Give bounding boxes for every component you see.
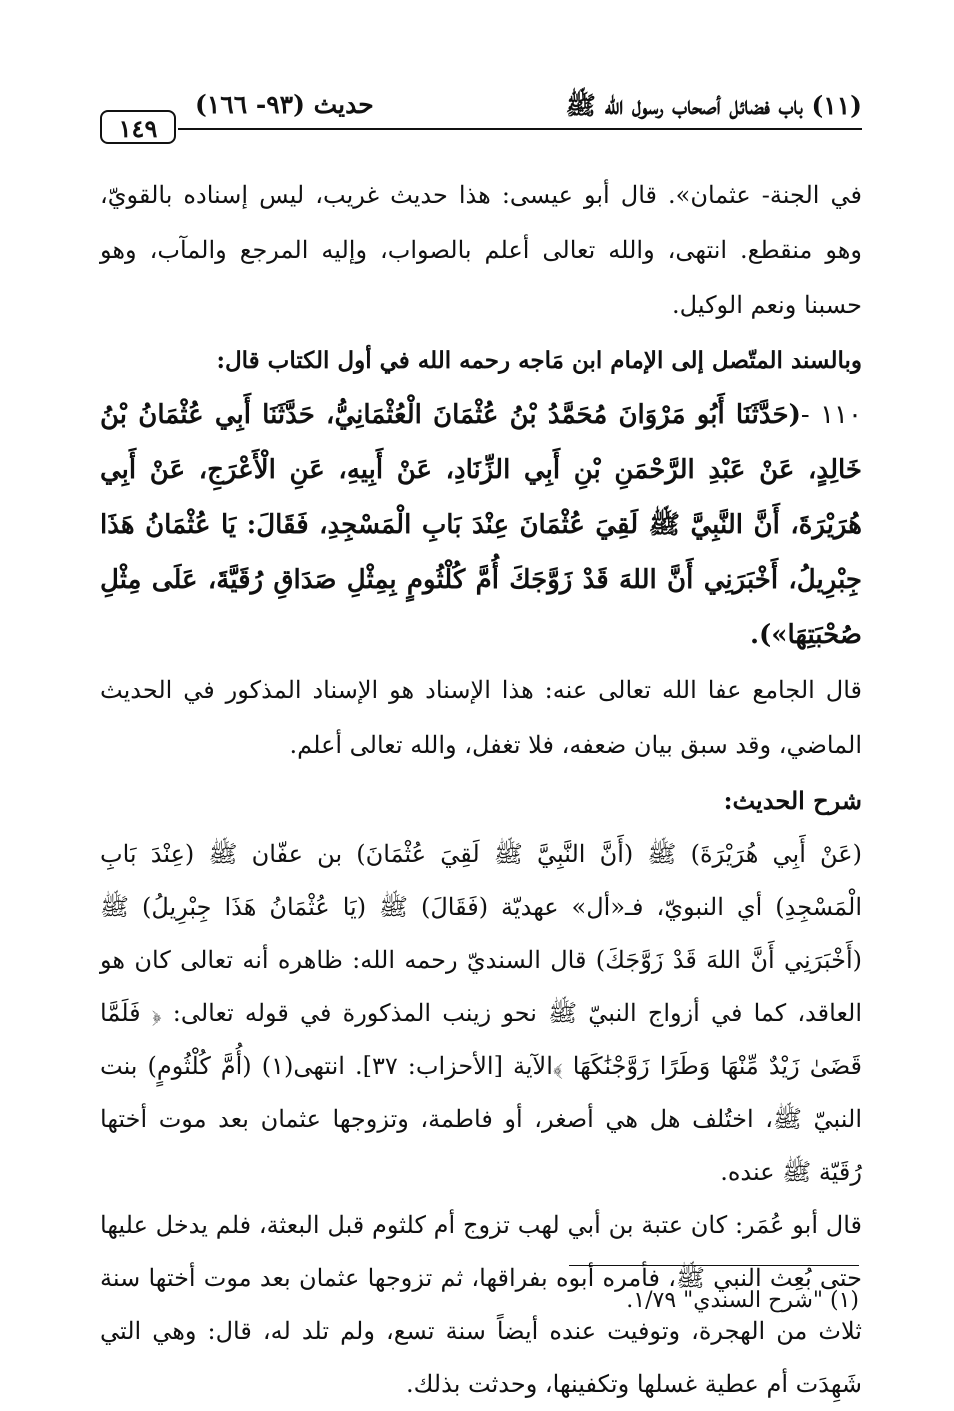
- sharh-heading: شرح الحديث:: [723, 786, 862, 815]
- chapter-title: (١١) باب فضائل أصحاب رسول الله ﷺ: [565, 91, 862, 120]
- hadith-paragraph: [100, 388, 862, 663]
- hadith-range: حديث (٩٣- ١٦٦): [195, 90, 374, 119]
- header-rule: [178, 128, 862, 130]
- intro-paragraph: في الجنة- عثمان». قال أبو عيسى: هذا حديث غريب، ليس إسناده بالقويّ، وهو منقطع. انتهى، والله تعالى أعلم بالصواب، وإليه المرجع والمآب، وهو حسبنا ونعم الوكيل.: [100, 181, 863, 319]
- hadith-number: ١١٠ -: [800, 400, 862, 430]
- footnote-rule: [569, 1265, 859, 1266]
- sharh-paragraph: (عَنْ أَبِي هُرَيْرَةَ) ﷺ (أَنَّ النَّبِيَّ ﷺ لَقِيَ عُثْمَانَ) بن عفّان ﷺ (عِنْدَ بَابِ الْمَسْجِدِ) أي النبويّ، فـ«أل» عهديّة (فَقَالَ) ﷺ (يَا عُثْمَانُ هَذَا جِبْرِيلُ) ﷺ (أَخْبَرَنِي أَنَّ اللهَ قَدْ زَوَّجَكَ) قال السنديّ رحمه الله: ظاهره أنه تعالى كان هو العاقد، كما في أزواج النبيّ ﷺ نحو زينب المذكورة في قوله تعالى: ﴿ فَلَمَّا قَضَىٰ زَيْدٌ مِّنْهَا وَطَرًا زَوَّجْنَٰكَهَا ﴾الآية [الأحزاب: ٣٧]. انتهى(١) (أُمَّ كُلْثُومٍ) بنت النبيّ ﷺ، اختُلف هل هي أصغر، أو فاطمة، وتزوجها عثمان بعد موت أختها رُقَيّة ﷺ عنده.: [100, 840, 863, 1186]
- main-text: [100, 168, 862, 1411]
- hadith-text: (حَدَّثَنَا أَبُو مَرْوَانَ مُحَمَّدُ بْنُ عُثْمَانَ الْعُثْمَانِيُّ، حَدَّثَنَا أَبِي عُثْمَانُ بْنُ خَالِدٍ، عَنْ عَبْدِ الرَّحْمَنِ بْنِ أَبِي الزِّنَادِ، عَنْ أَبِيهِ، عَنِ الْأَعْرَجِ، عَنْ أَبِي هُرَيْرَةَ، أَنَّ النَّبِيَّ ﷺ لَقِيَ عُثْمَانَ عِنْدَ بَابِ الْمَسْجِدِ، فَقَالَ: يَا عُثْمَانُ هَذَا جِبْرِيلُ، أَخْبَرَنِي أَنَّ اللهَ قَدْ زَوَّجَكَ أُمَّ كُلْثُومٍ بِمِثْلِ صَدَاقِ رُقَيَّةَ، عَلَى مِثْلِ صُحْبَتِهَا»).: [100, 400, 862, 650]
- isnad-line: وبالسند المتّصل إلى الإمام ابن مَاجه رحمه الله في أول الكتاب قال:: [216, 347, 862, 374]
- page-number-box: ١٤٩: [100, 110, 176, 144]
- footnote: (١) "شرح السندي" ١/٧٩.: [626, 1288, 859, 1313]
- compiler-note: قال الجامع عفا الله تعالى عنه: هذا الإسناد هو الإسناد المذكور في الحديث الماضي، وقد سبق بيان ضعفه، فلا تغفل، والله تعالى أعلم.: [100, 676, 862, 759]
- page-header: [100, 88, 862, 148]
- abu-umar-paragraph: قال أبو عُمَر: كان عتبة بن أبي لهب تزوج أم كلثوم قبل البعثة، فلم يدخل عليها حتى بُعِث النبي ﷺ، فأمره أبوه بفراقها، ثم تزوجها عثمان بعد موت أختها سنة ثلاث من الهجرة، وتوفيت عنده أيضاً سنة تسع، ولم تلد له، قال: وهي التي شَهِدَت أم عطية غسلها وتكفينها، وحدثت بذلك.: [100, 1211, 862, 1398]
